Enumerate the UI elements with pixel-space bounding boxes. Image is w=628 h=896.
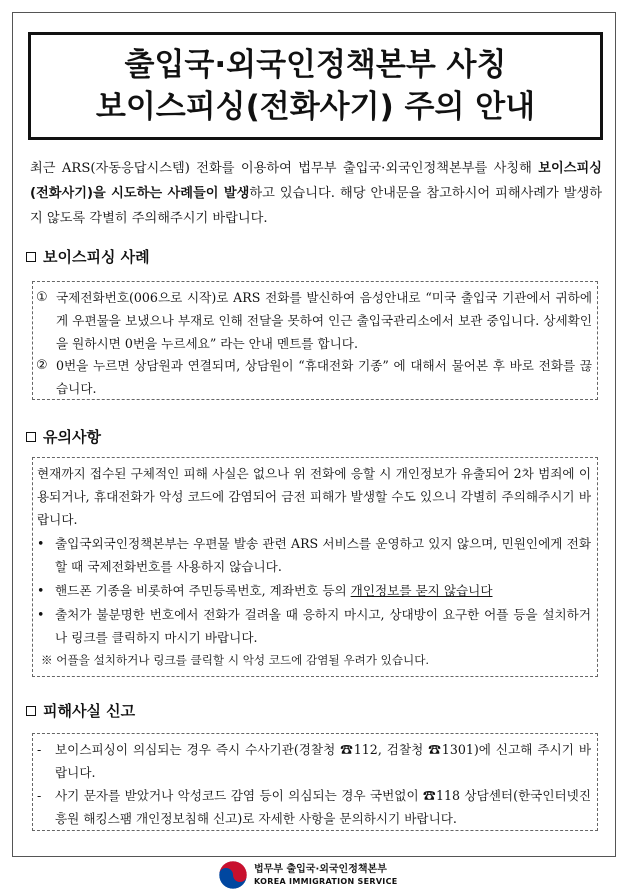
- case-item-1: [36, 286, 592, 355]
- case-number-1: ①: [36, 290, 48, 305]
- bullet-dot: •: [37, 583, 45, 598]
- bullet-dot: •: [37, 536, 45, 551]
- org-name-korean: 법무부 출입국·외국인정책본부: [254, 864, 387, 875]
- org-name-english: KOREA IMMIGRATION SERVICE: [254, 877, 398, 886]
- logo-text: [254, 863, 398, 887]
- section-heading-cautions: [26, 426, 101, 447]
- intro-text-2: 하고 있습니다. 해당 안내문을 참고하시어 피해사례가 발생하지 않도록 각별히 주의해주시기 바랍니다.: [30, 186, 602, 226]
- taegeuk-emblem-icon: [218, 860, 248, 890]
- report-item-1: [37, 738, 591, 784]
- title-line-2: 보이스피싱(전화사기) 주의 안내: [95, 89, 536, 125]
- square-bullet-icon: [26, 432, 36, 442]
- case-text-1: 국제전화번호(006으로 시작)로 ARS 전화를 발신하여 음성안내로 “미국 출입국 기관에서 귀하에게 우편물을 보냈으나 부재로 인해 전달을 못하여 인근 출입국관리소에서 보관 중입니다. 상세확인을 원하시면 0번을 누르세요” 라는 안내 멘트를 합니다.: [56, 290, 592, 351]
- case-number-2: ②: [36, 358, 48, 373]
- square-bullet-icon: [26, 252, 36, 262]
- dash-mark: -: [37, 788, 42, 803]
- section-heading-report: [26, 700, 135, 721]
- ministry-logo: [218, 860, 398, 890]
- section-heading-text: 유의사항: [43, 428, 101, 446]
- report-item-2: [37, 784, 591, 830]
- caution-bullet-3: [37, 603, 591, 649]
- report-text-1: 보이스피싱이 의심되는 경우 즉시 수사기관(경찰청 ☎112, 검찰청 ☎1301)에 신고해 주시기 바랍니다.: [55, 742, 591, 780]
- caution-bullet-2: [37, 579, 591, 602]
- intro-paragraph: [30, 156, 602, 231]
- cautions-paragraph: 현재까지 접수된 구체적인 피해 사실은 없으나 위 전화에 응할 시 개인정보가 유출되어 2차 범죄에 이용되거나, 휴대전화가 악성 코드에 감염되어 금전 피해가 발생할 수도 있으니 각별히 주의해주시기 바랍니다.: [37, 466, 591, 527]
- title-box: [28, 32, 603, 140]
- caution-text-3: 출처가 불분명한 번호에서 전화가 걸려올 때 응하지 마시고, 상대방이 요구한 어플 등을 설치하거나 링크를 클릭하지 마시기 바랍니다.: [55, 607, 591, 645]
- caution-note: ※ 어플을 설치하거나 링크를 클릭할 시 악성 코드에 감염될 우려가 있습니다.: [41, 653, 430, 667]
- caution-text-2: 핸드폰 기종을 비롯하여 주민등록번호, 계좌번호 등의: [55, 583, 351, 598]
- caution-text-1: 출입국외국인정책본부는 우편물 발송 관련 ARS 서비스를 운영하고 있지 않으며, 민원인에게 전화할 때 국제전화번호를 사용하지 않습니다.: [55, 536, 591, 574]
- section-heading-cases: [26, 246, 150, 267]
- section-heading-text: 보이스피싱 사례: [43, 248, 150, 266]
- section-heading-text: 피해사실 신고: [43, 702, 136, 720]
- report-text-2: 사기 문자를 받았거나 악성코드 감염 등이 의심되는 경우 국번없이 ☎118 상담센터(한국인터넷진흥원 해킹스팸 개인정보침해 신고)로 자세한 사항을 문의하시기 바랍니다.: [55, 788, 591, 826]
- case-text-2: 0번을 누르면 상담원과 연결되며, 상담원이 “휴대전화 기종” 에 대해서 물어본 후 바로 전화를 끊습니다.: [56, 358, 592, 396]
- case-item-2: [36, 354, 592, 400]
- square-bullet-icon: [26, 706, 36, 716]
- caution-bullet-1: [37, 532, 591, 578]
- dash-mark: -: [37, 742, 42, 757]
- title-line-1: 출입국·외국인정책본부 사칭: [124, 47, 507, 83]
- intro-bold-text: 보이스피싱(전화사기)을 시도하는 사례들이 발생: [30, 161, 602, 201]
- bullet-dot: •: [37, 607, 45, 622]
- intro-text-1: 최근 ARS(자동응답시스템) 전화를 이용하여 법무부 출입국·외국인정책본부를 사칭해: [30, 161, 539, 176]
- caution-underlined-text: 개인정보를 묻지 않습니다: [350, 583, 493, 598]
